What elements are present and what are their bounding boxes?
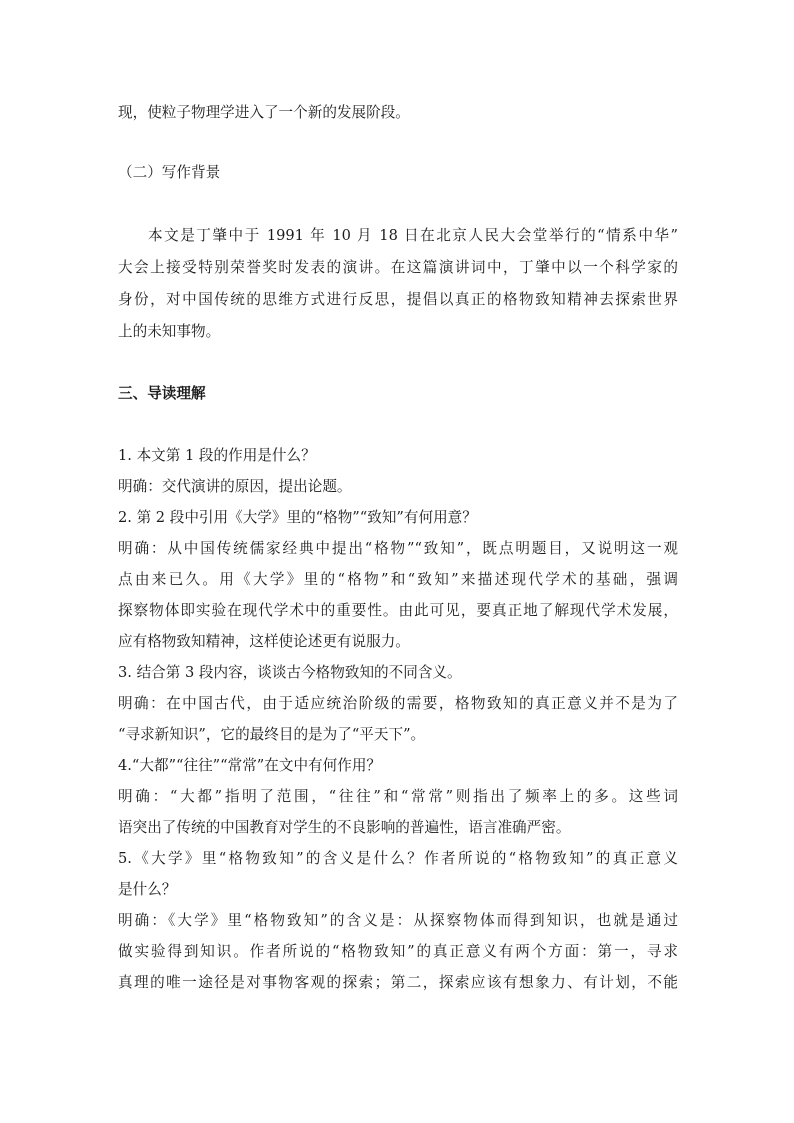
answer-line: 探察物体即实验在现代学术中的重要性。由此可见，要真正地了解现代学术发展， (118, 602, 678, 619)
paragraph-line: 上的未知事物。 (118, 323, 221, 340)
answer-line: 明确：从中国传统儒家经典中提出“格物”“致知”，既点明题目，又说明这一观 (118, 540, 678, 557)
answer-line: 明确：“大都”指明了范围，“往往”和“常常”则指出了频率上的多。这些词 (118, 788, 678, 805)
question-line: 2. 第 2 段中引用《大学》里的“格物”“致知”有何用意？ (118, 509, 477, 526)
question-line: 1. 本文第 1 段的作用是什么？ (118, 447, 316, 464)
paragraph-line: 大会上接受特别荣誉奖时发表的演讲。在这篇演讲词中，丁肇中以一个科学家的 (118, 259, 678, 276)
question-line: 3. 结合第 3 段内容，谈谈古今格物致知的不同含义。 (118, 664, 462, 681)
paragraph-line: 身份，对中国传统的思维方式进行反思，提倡以真正的格物致知精神去探索世界 (118, 291, 678, 308)
paragraph-line: 本文是丁肇中于 1991 年 10 月 18 日在北京人民大会堂举行的“情系中华” (148, 227, 678, 244)
section-heading-background: （二）写作背景 (118, 164, 221, 181)
question-line: 4.“大都”“往往”“常常”在文中有何作用？ (118, 757, 382, 774)
answer-line: 真理的唯一途径是对事物客观的探索；第二，探索应该有想象力、有计划，不能 (118, 974, 678, 991)
answer-line: 明确：交代演讲的原因，提出论题。 (118, 478, 352, 495)
section-heading-guide: 三、导读理解 (118, 385, 206, 402)
answer-line: 做实验得到知识。作者所说的“格物致知”的真正意义有两个方面：第一，寻求 (118, 943, 678, 960)
answer-line: “寻求新知识”，它的最终目的是为了“平天下”。 (118, 726, 426, 743)
answer-line: 应有格物致知精神，这样使论述更有说服力。 (118, 633, 410, 650)
answer-line: 明确：在中国古代，由于适应统治阶级的需要，格物致知的真正意义并不是为了 (118, 695, 678, 712)
answer-line: 明确：《大学》里“格物致知”的含义是：从探察物体而得到知识，也就是通过 (118, 912, 678, 929)
question-line: 5.《大学》里“格物致知”的含义是什么？作者所说的“格物致知”的真正意义 (118, 850, 678, 867)
answer-line: 点由来已久。用《大学》里的“格物”和“致知”来描述现代学术的基础，强调 (118, 571, 678, 588)
answer-line: 语突出了传统的中国教育对学生的不良影响的普遍性，语言准确严密。 (118, 819, 571, 836)
question-line: 是什么？ (118, 881, 177, 898)
paragraph-line: 现，使粒子物理学进入了一个新的发展阶段。 (118, 104, 410, 121)
